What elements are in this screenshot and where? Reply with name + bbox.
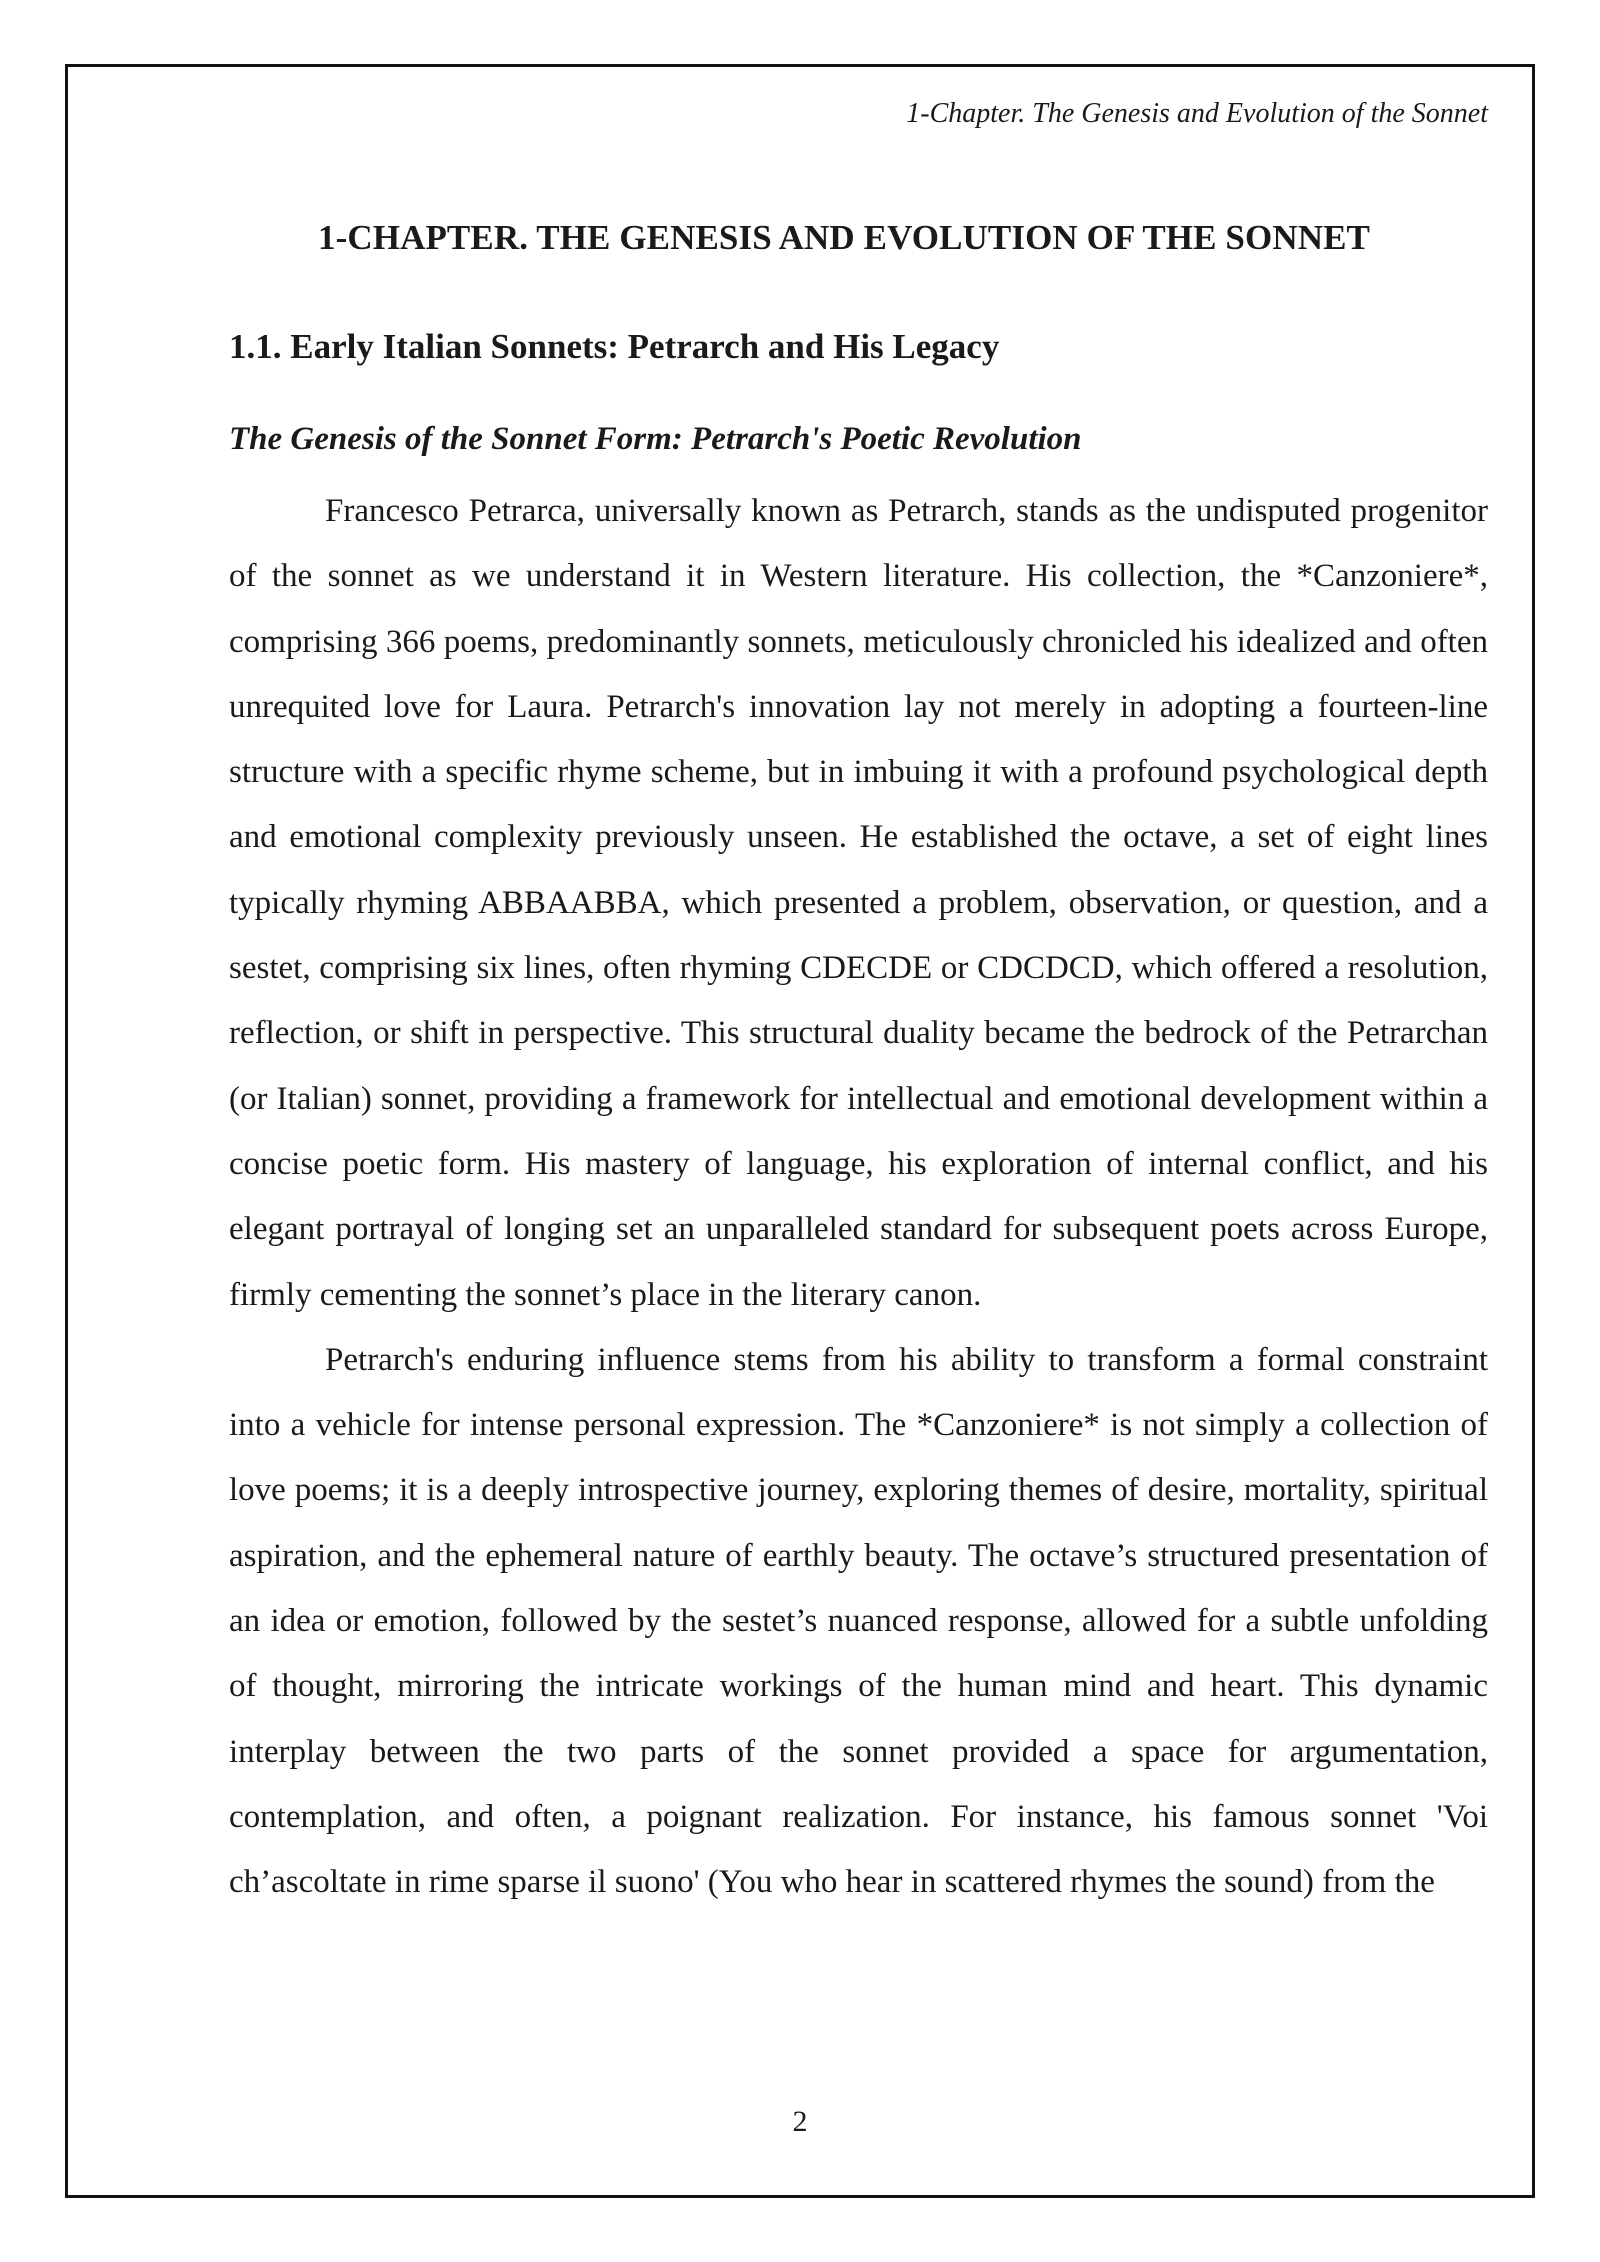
- chapter-title: 1-CHAPTER. THE GENESIS AND EVOLUTION OF THE SONNET: [318, 218, 1370, 257]
- page-number: 2: [792, 2105, 808, 2138]
- running-header: 1-Chapter. The Genesis and Evolution of the Sonnet: [906, 98, 1488, 129]
- paragraph-petrarch-influence: Petrarch's enduring influence stems from his ability to transform a formal constraint into a vehicle for intense personal expression. The *Canzoniere* is not simply a collection of love poems; it is a deeply introspective journey, exploring themes of desire, mortality, spiritual aspiration, and the ephemeral nature of earthly beauty. The octave’s structured presentation of an idea or emotion, followed by the sestet’s nuanced response, allowed for a subtle unfolding of thought, mirroring the intricate workings of the human mind and heart. This dynamic interplay between the two parts of the sonnet provided a space for argumentation, contemplation, and often, a poignant realization. For instance, his famous sonnet 'Voi ch’ascoltate in rime sparse il suono' (You who hear in scattered rhymes the sound) from the: [229, 1341, 1488, 1901]
- paragraph-petrarch-progenitor: Francesco Petrarca, universally known as Petrarch, stands as the undisputed progenitor of the sonnet as we understand it in Western literature. His collection, the *Canzoniere*, comprising 366 poems, predominantly sonnets, meticulously chronicled his idealized and often unrequited love for Laura. Petrarch's innovation lay not merely in adopting a fourteen-line structure with a specific rhyme scheme, but in imbuing it with a profound psychological depth and emotional complexity previously unseen. He established the octave, a set of eight lines typically rhyming ABBAABBA, which presented a problem, observation, or question, and a sestet, comprising six lines, often rhyming CDECDE or CDCDCD, which offered a resolution, reflection, or shift in perspective. This structural duality became the bedrock of the Petrarchan (or Italian) sonnet, providing a framework for intellectual and emotional development within a concise poetic form. His mastery of language, his exploration of internal conflict, and his elegant portrayal of longing set an unparalleled standard for subsequent poets across Europe, firmly cementing the sonnet’s place in the literary canon.: [229, 493, 1488, 1313]
- body-text: [229, 479, 1488, 1916]
- section-heading: 1.1. Early Italian Sonnets: Petrarch and His Legacy: [229, 327, 1000, 366]
- subsection-heading: The Genesis of the Sonnet Form: Petrarch's Poetic Revolution: [229, 421, 1082, 457]
